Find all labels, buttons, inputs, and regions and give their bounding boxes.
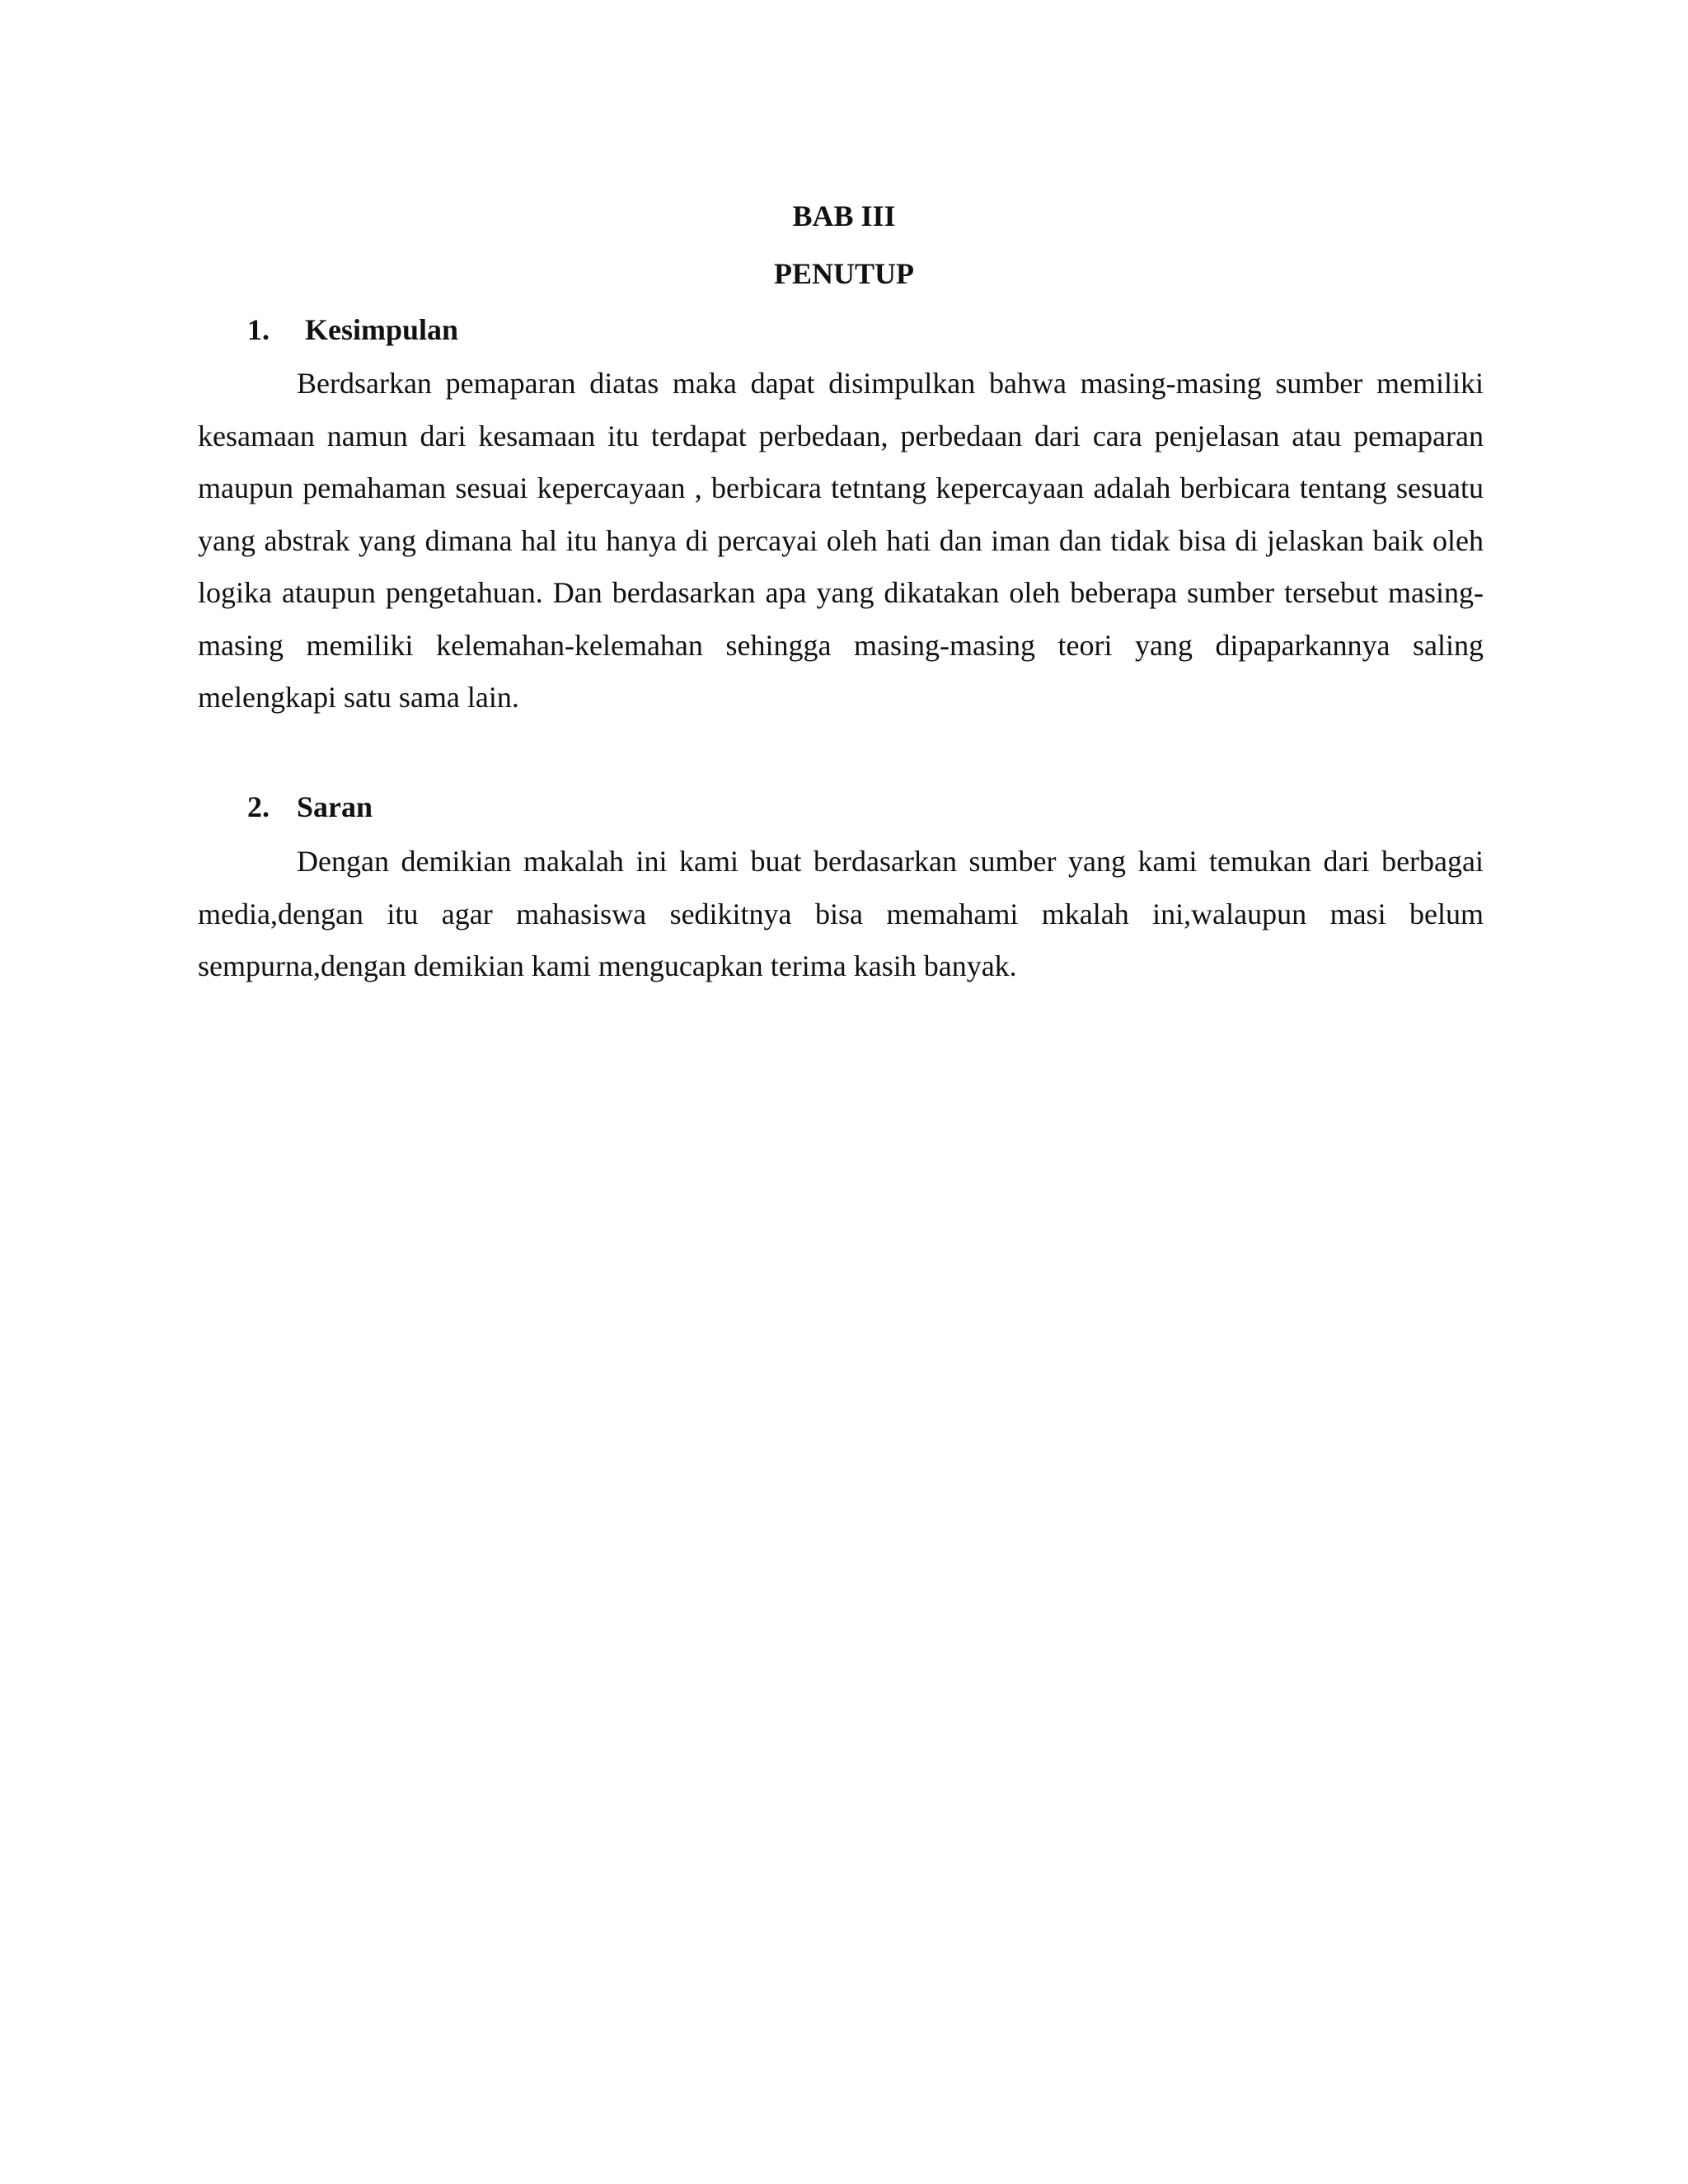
section-heading-saran — [247, 789, 373, 825]
section-heading-kesimpulan — [247, 312, 458, 348]
paragraph-kesimpulan: Berdsarkan pemaparan diatas maka dapat disimpulkan bahwa masing-masing sumber memiliki kesamaan namun dari kesamaan itu terdapat perbedaan, perbedaan dari cara penjelasan atau pemaparan maupun pemahaman sesuai kepercayaan , berbicara tetntang kepercayaan adalah berbicara tentang sesuatu yang abstrak yang dimana hal itu hanya di percayai oleh hati dan iman dan tidak bisa di jelaskan baik oleh logika ataupun pengetahuan. Dan berdasarkan apa yang dikatakan oleh beberapa sumber tersebut masing-masing memiliki kelemahan-kelemahan sehingga masing-masing teori yang dipaparkannya saling melengkapi satu sama lain. — [198, 367, 1484, 714]
chapter-number: BAB III — [792, 199, 896, 232]
section-title: Saran — [297, 790, 373, 823]
paragraph-saran: Dengan demikian makalah ini kami buat berdasarkan sumber yang kami temukan dari berbagai media,dengan itu agar mahasiswa sedikitnya bisa memahami mkalah ini,walaupun masi belum sempurna,dengan demikian kami mengucapkan terima kasih banyak. — [198, 845, 1484, 982]
section-number: 1. — [247, 313, 270, 346]
section-title: Kesimpulan — [305, 313, 459, 346]
section-number: 2. — [247, 790, 270, 823]
chapter-title: PENUTUP — [774, 257, 914, 290]
